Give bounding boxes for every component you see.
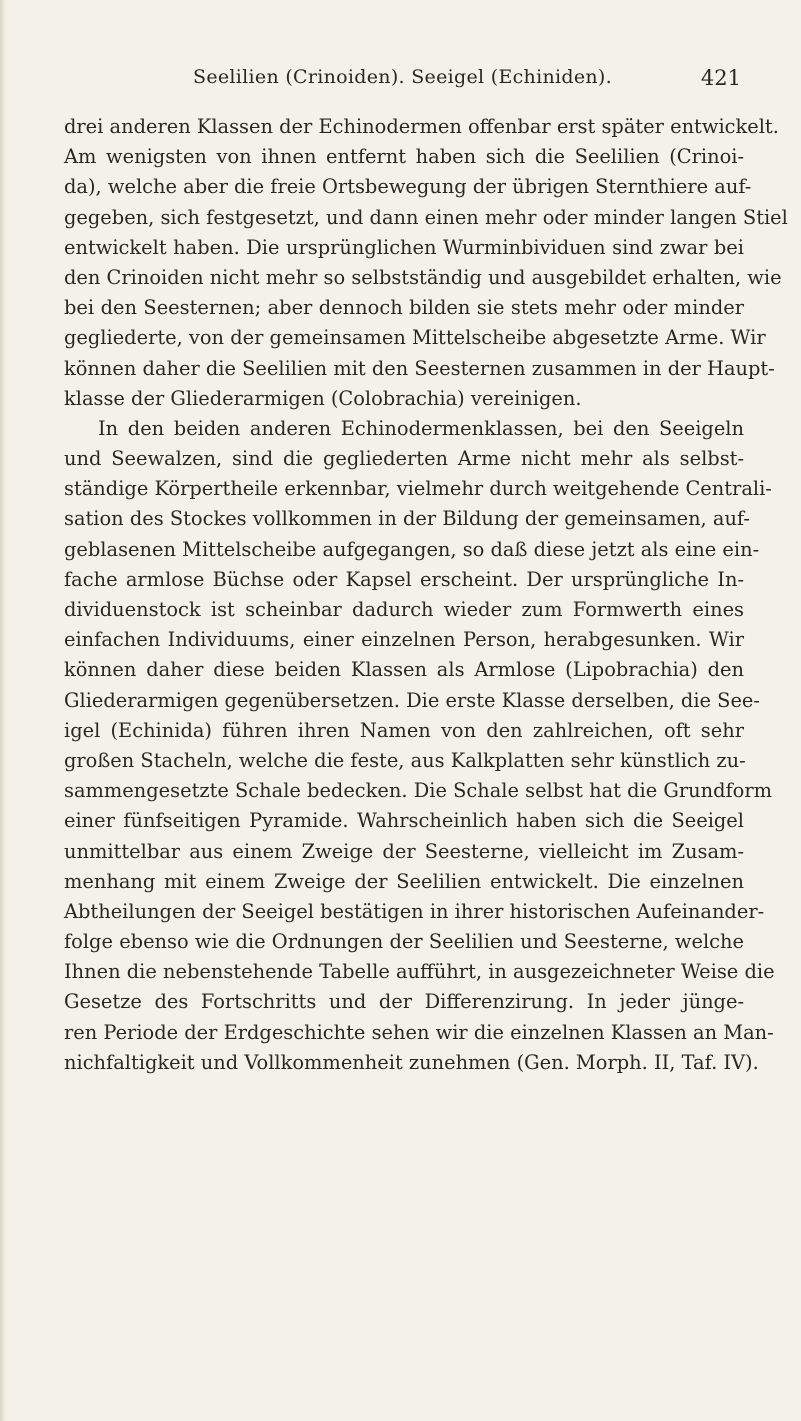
text-line: einer fünfseitigen Pyramide. Wahrscheinlich haben sich die Seeigel [64, 809, 744, 833]
paragraph-end-line: nichfaltigkeit und Vollkommenheit zunehmen (Gen. Morph. II, Taf. IV). [64, 1050, 759, 1074]
text-line: bei den Seesternen; aber dennoch bilden sie stets mehr oder minder [64, 296, 744, 320]
page-number: 421 [700, 66, 741, 90]
text-line: fache armlose Büchse oder Kapsel erscheint. Der ursprüngliche In- [64, 567, 744, 591]
text-line: Abtheilungen der Seeigel bestätigen in ihrer historischen Aufeinander- [64, 899, 765, 923]
paragraph-end-line: klasse der Gliederarmigen (Colobrachia) vereinigen. [64, 386, 582, 410]
text-line: da), welche aber die freie Ortsbewegung der übrigen Sternthiere auf- [64, 175, 752, 199]
page-edge-shadow [0, 0, 6, 1421]
text-line: gegliederte, von der gemeinsamen Mittelscheibe abgesetzte Arme. Wir [64, 326, 766, 350]
text-line: und Seewalzen, sind die gegliederten Arme nicht mehr als selbst- [64, 447, 744, 471]
text-line: drei anderen Klassen der Echinodermen offenbar erst später entwickelt. [64, 115, 779, 138]
text-line: Gesetze des Fortschritts und der Differenzirung. In jeder jünge- [64, 990, 744, 1014]
running-title: Seelilien (Crinoiden). Seeigel (Echiniden). [193, 66, 612, 88]
text-line: geblasenen Mittelscheibe aufgegangen, so daß diese jetzt als eine ein- [64, 537, 760, 561]
text-line: ständige Körpertheile erkennbar, vielmehr durch weitgehende Centrali- [64, 477, 772, 501]
text-line: sation des Stockes vollkommen in der Bildung der gemeinsamen, auf- [64, 507, 750, 531]
text-line: sammengesetzte Schale bedecken. Die Schale selbst hat die Grundform [64, 779, 772, 803]
text-line: ren Periode der Erdgeschichte sehen wir die einzelnen Klassen an Man- [64, 1020, 774, 1044]
text-line: können daher die Seelilien mit den Seesternen zusammen in der Haupt- [64, 356, 775, 380]
text-line: menhang mit einem Zweige der Seelilien entwickelt. Die einzelnen [64, 869, 744, 893]
text-line: den Crinoiden nicht mehr so selbstständig und ausgebildet erhalten, wie [64, 265, 782, 289]
text-line: großen Stacheln, welche die feste, aus Kalkplatten sehr künstlich zu- [64, 748, 746, 772]
text-line: einfachen Individuums, einer einzelnen Person, herabgesunken. Wir [64, 628, 744, 652]
body-text [64, 112, 788, 1078]
text-line: Ihnen die nebenstehende Tabelle aufführt, in ausgezeichneter Weise die [64, 960, 775, 984]
text-line: Gliederarmigen gegenübersetzen. Die erste Klasse derselben, die See- [64, 688, 760, 712]
paragraph-start-line: In den beiden anderen Echinodermenklassen, bei den Seeigeln [98, 416, 744, 440]
running-header [64, 66, 741, 96]
text-line: folge ebenso wie die Ordnungen der Seelilien und Seesterne, welche [64, 930, 744, 954]
text-line: können daher diese beiden Klassen als Armlose (Lipobrachia) den [64, 658, 744, 682]
text-line: gegeben, sich festgesetzt, und dann einen mehr oder minder langen Stiel [64, 205, 788, 229]
text-line: unmittelbar aus einem Zweige der Seesterne, vielleicht im Zusam- [64, 839, 744, 863]
text-line: dividuenstock ist scheinbar dadurch wieder zum Formwerth eines [64, 598, 744, 621]
text-line: Am wenigsten von ihnen entfernt haben sich die Seelilien (Crinoi- [64, 145, 744, 169]
text-line: igel (Echinida) führen ihren Namen von den zahlreichen, oft sehr [64, 718, 744, 742]
text-line: entwickelt haben. Die ursprünglichen Wurminbividuen sind zwar bei [64, 235, 744, 259]
